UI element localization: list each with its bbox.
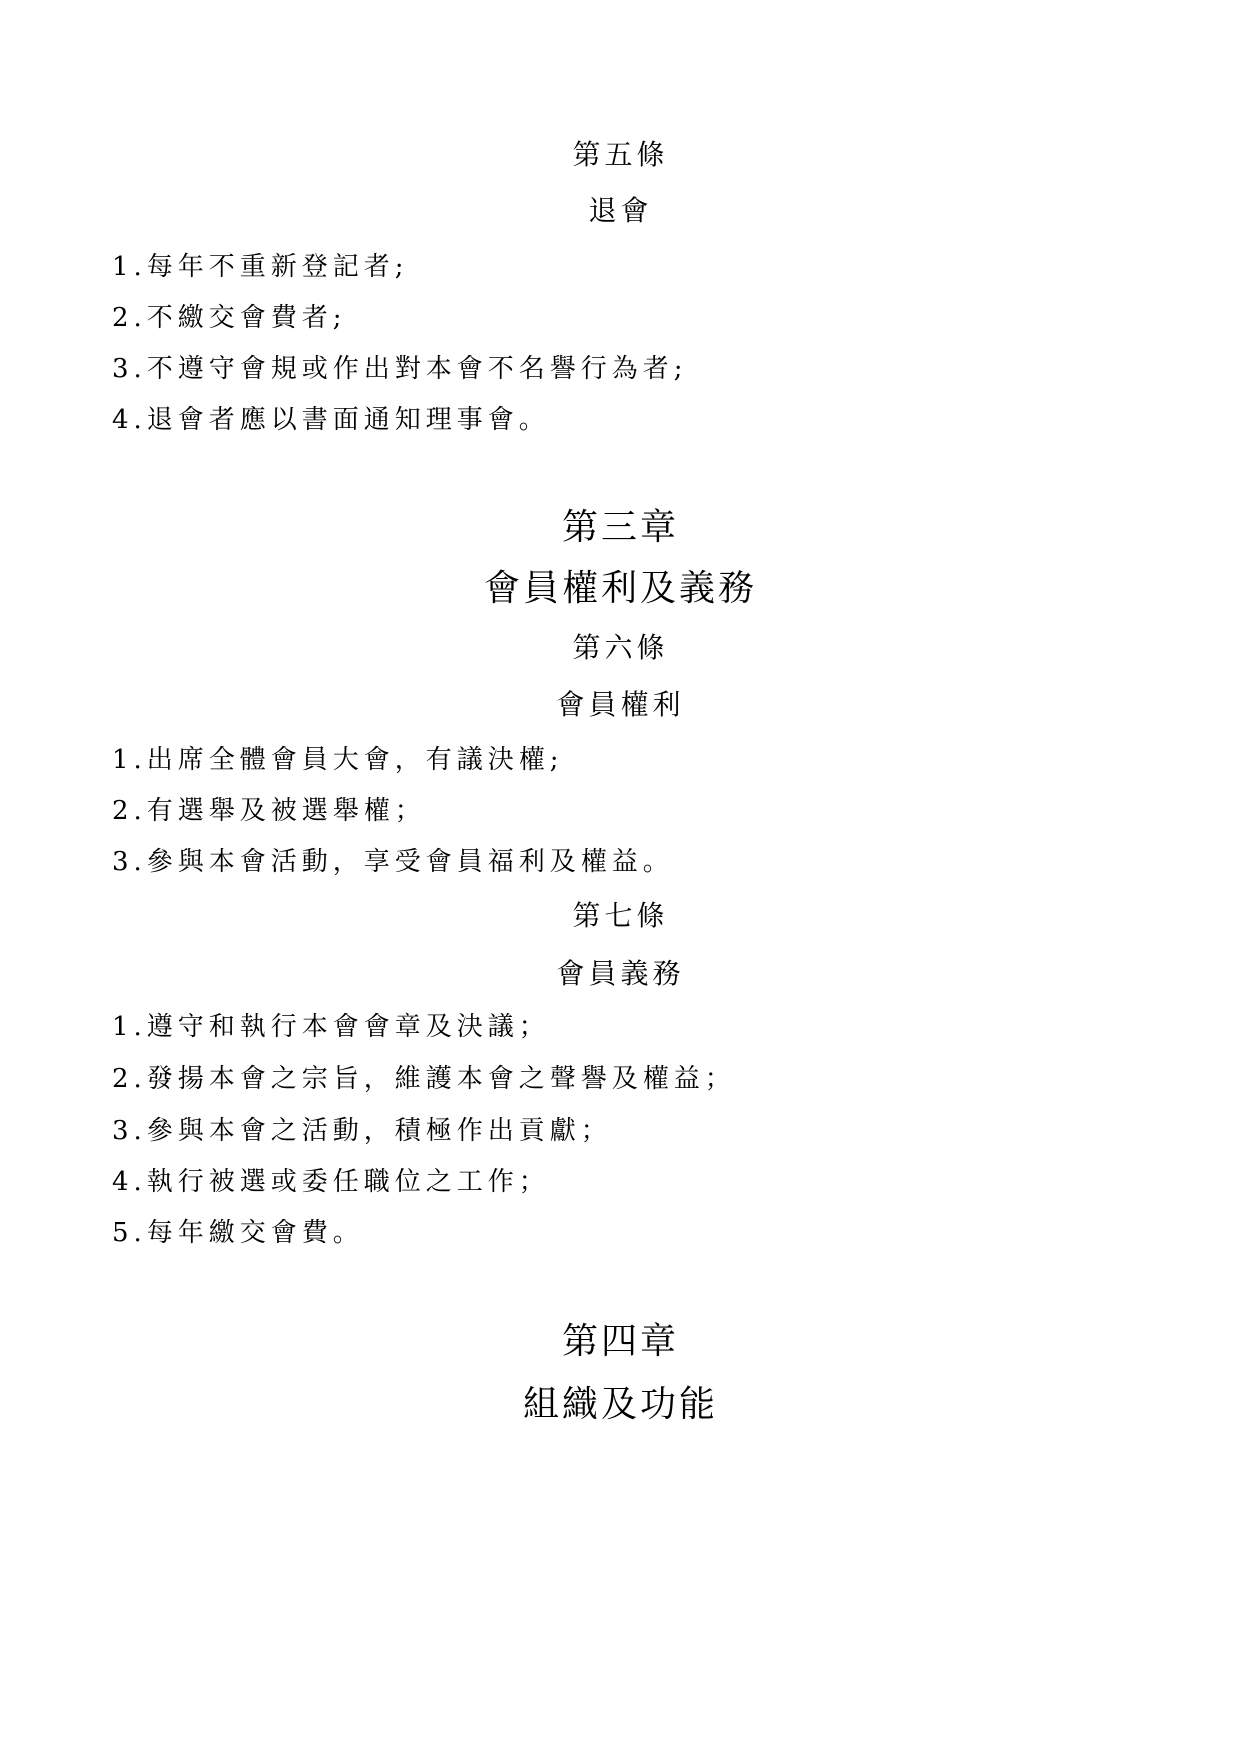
list-item: 5.每年繳交會費。 <box>112 1218 364 1248</box>
list-item: 3.不遵守會規或作出對本會不名譽行為者; <box>112 354 688 384</box>
list-item: 4.退會者應以書面通知理事會。 <box>112 405 550 435</box>
list-item: 2.有選舉及被選舉權； <box>112 796 426 826</box>
list-item: 1.每年不重新登記者; <box>112 252 409 282</box>
list-item: 2.不繳交會費者; <box>112 303 347 333</box>
article-title: 退會 <box>588 194 653 227</box>
article-title: 會員義務 <box>556 957 685 990</box>
chapter-heading: 第四章 <box>561 1321 679 1362</box>
list-item: 4.執行被選或委任職位之工作； <box>112 1167 550 1197</box>
list-item: 1.出席全體會員大會，有議決權; <box>112 745 564 775</box>
chapter-title: 會員權利及義務 <box>483 568 757 609</box>
chapter-heading: 第三章 <box>561 507 679 548</box>
list-item: 1.遵守和執行本會會章及決議； <box>112 1012 550 1042</box>
article-heading: 第六條 <box>572 631 669 664</box>
article-heading: 第七條 <box>572 899 669 932</box>
list-item: 2.發揚本會之宗旨，維護本會之聲譽及權益； <box>112 1064 736 1094</box>
chapter-title: 組織及功能 <box>522 1384 718 1425</box>
article-heading: 第五條 <box>572 138 669 171</box>
article-title: 會員權利 <box>556 688 685 721</box>
list-item: 3.參與本會之活動，積極作出貢獻； <box>112 1116 612 1146</box>
list-item: 3.參與本會活動，享受會員福利及權益。 <box>112 847 674 877</box>
